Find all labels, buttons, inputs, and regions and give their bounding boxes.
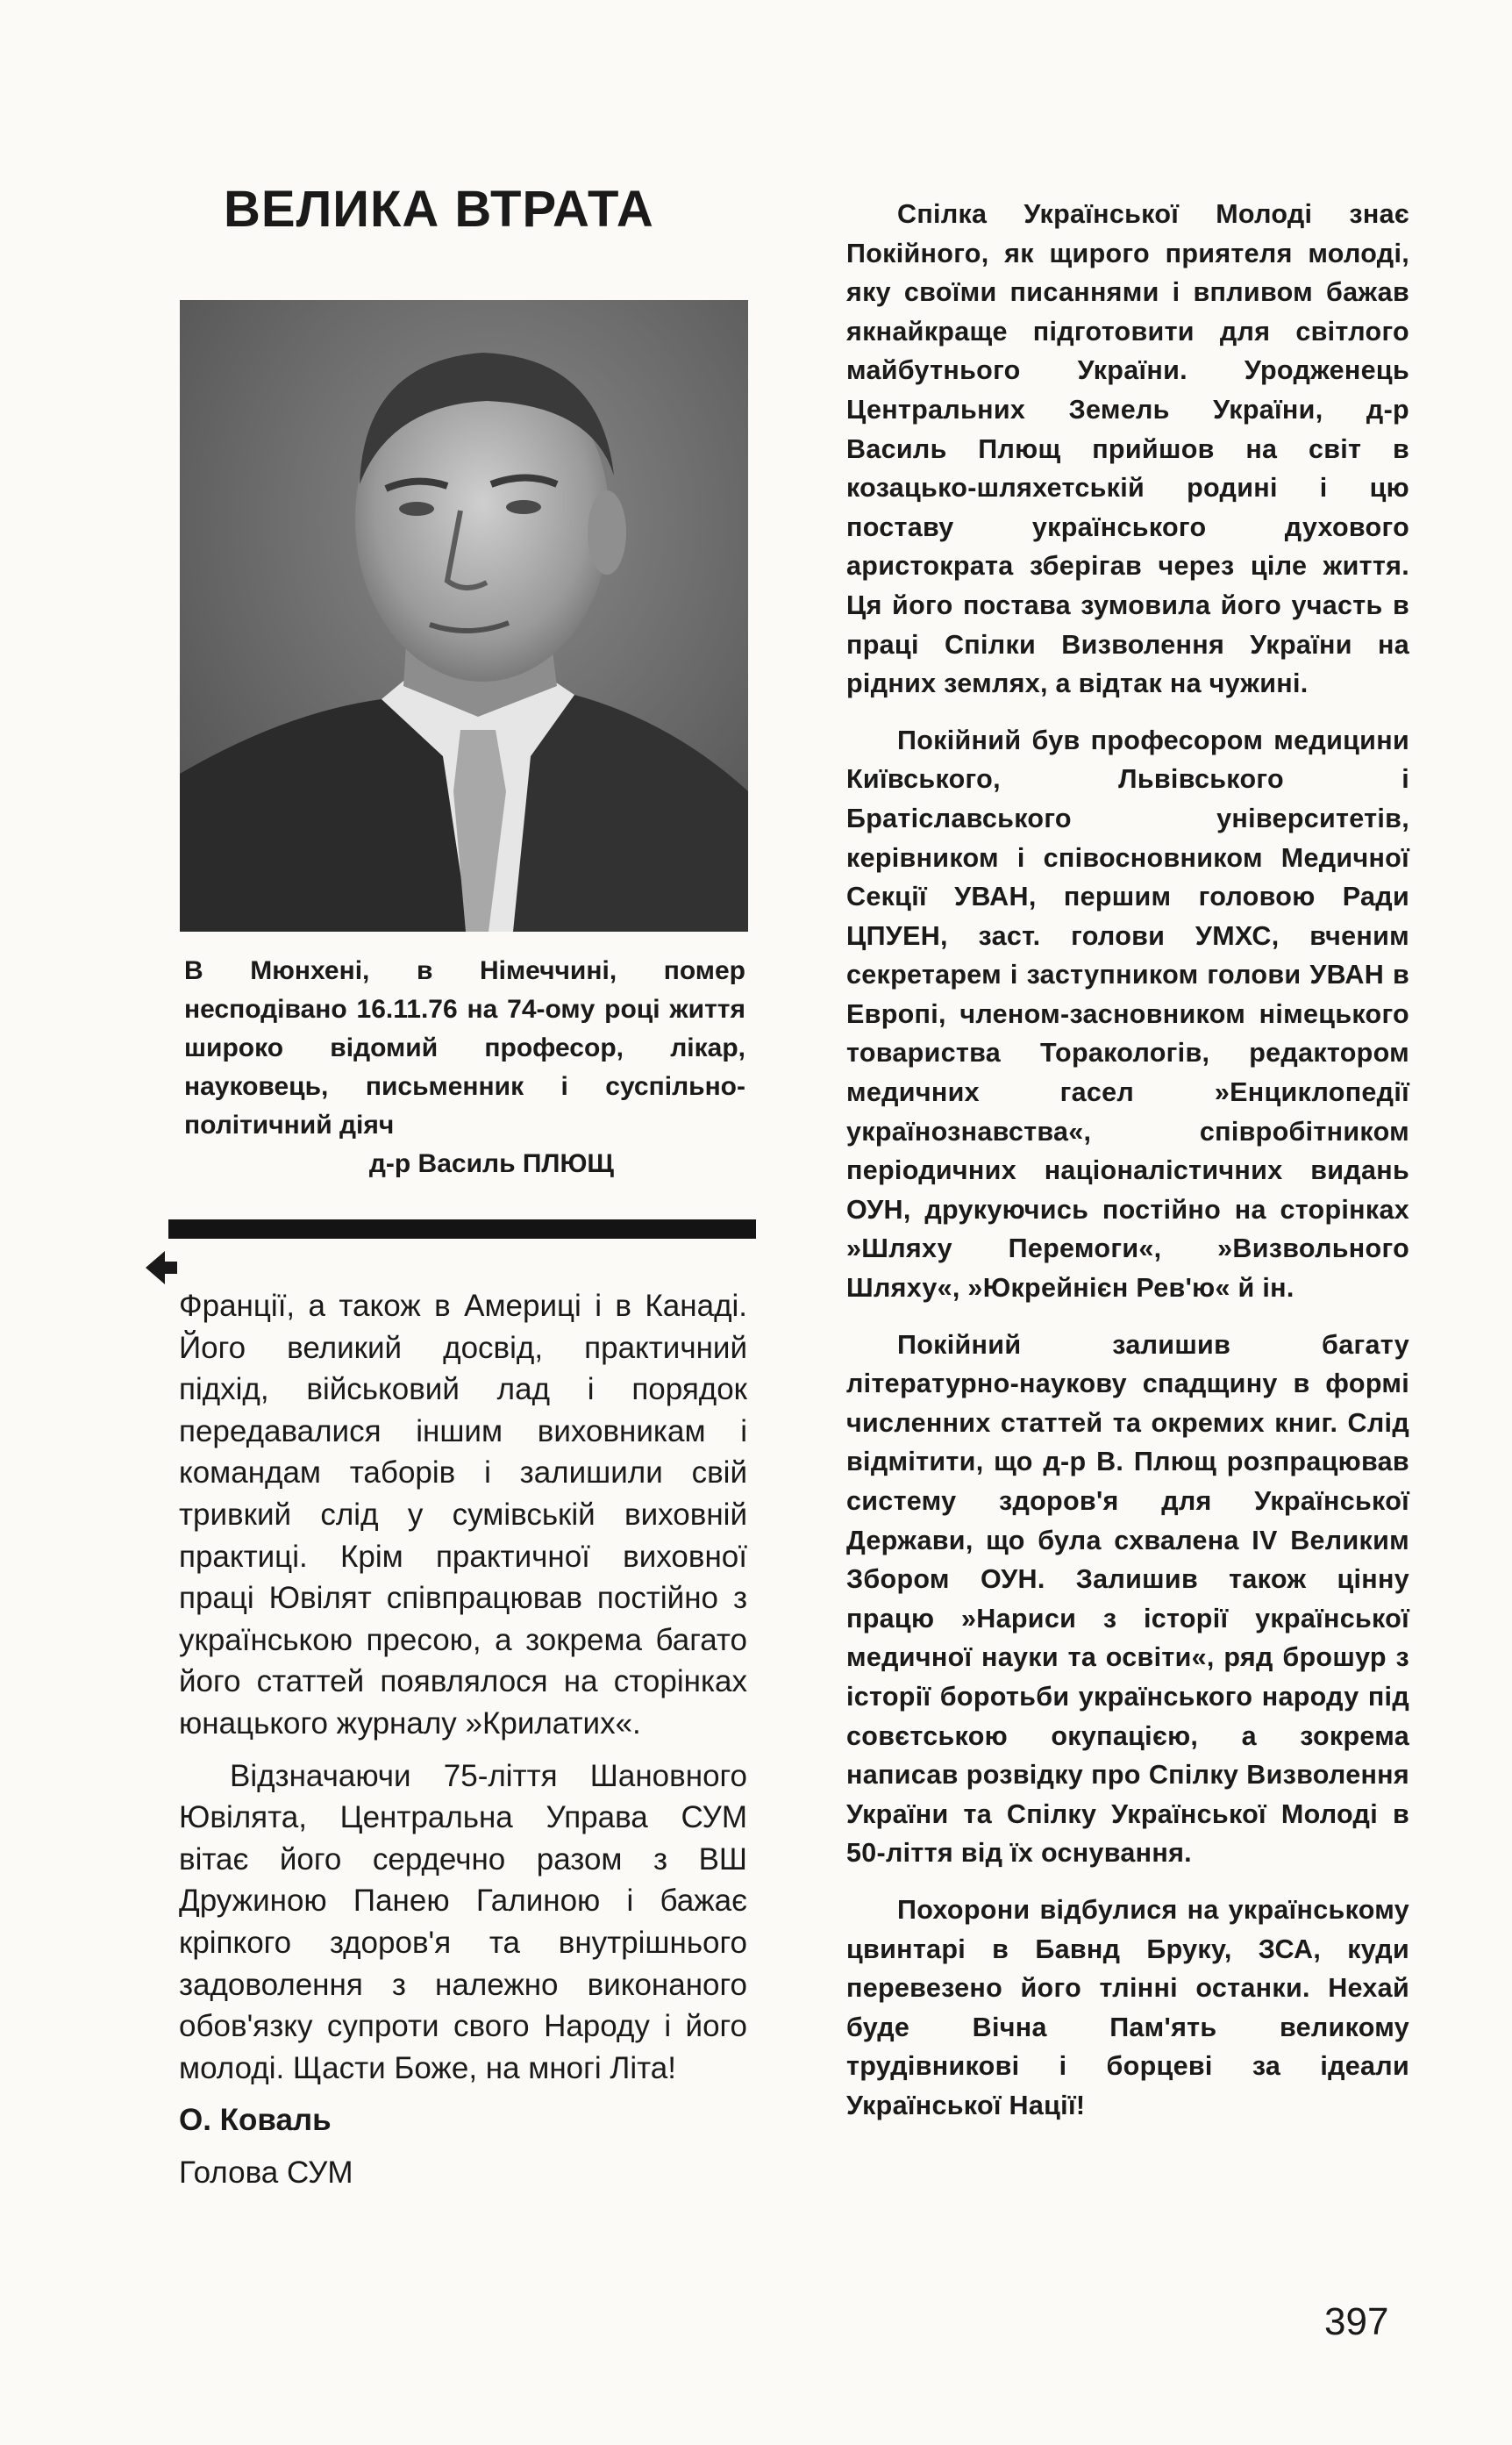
page-number: 397 <box>1324 2300 1389 2343</box>
section-divider <box>168 1219 756 1239</box>
right-column-text <box>846 195 1409 2143</box>
right-paragraph: Спілка Української Молоді знає Покійного, як щирого приятеля молоді, яку своїми писаннями і впливом бажав якнайкраще підготовити для світлого майбутнього України. Уродженець Центральних Земель України, д-р Василь Плющ прийшов на світ в козацько-шляхетській родині і цю поставу українського духового аристократа зберігав через ціле життя. Ця його постава зумовила його участь в праці Спілки Визволення України на рідних землях, а відтак на чужині. <box>846 199 1409 699</box>
left-paragraph: Відзначаючи 75-ліття Шановного Ювілята, Центральна Управа СУМ вітає його сердечно разом з ВШ Дружиною Панею Галиною і бажає кріпкого здоров'я та внутрішнього задоволення з належно виконаного обов'язку супроти свого Народу і його молоді. Щасти Боже, на многі Літа! <box>179 1758 747 2085</box>
signature-name: О. Коваль <box>179 2103 332 2138</box>
left-column-text <box>179 1285 747 2204</box>
right-paragraph: Похорони відбулися на українському цвинтарі в Бавнд Бруку, ЗСА, куди перевезено його тлінні останки. Нехай буде Вічна Пам'ять великому трудівникові і борцеві за ідеали Української Нації! <box>846 1894 1409 2120</box>
portrait-photo <box>180 300 748 932</box>
right-paragraph: Покійний залишив багату літературно-наукову спадщину в формі численних статтей та окремих книг. Слід відмітити, що д-р В. Плющ розпрацював систему здоров'я для Української Держави, що була схвалена IV Великим Збором ОУН. Залишив також цінну працю »Нариси з історії української медичної науки та освіти«, ряд брошур з історії боротьби українського народу під совєтською окупацією, а зокрема написав розвідку про Спілку Визволення України та Спілку Української Молоді в 50-ліття від їх оснування. <box>846 1329 1409 1869</box>
article-title: ВЕЛИКА ВТРАТА <box>224 181 654 238</box>
signature-role: Голова СУМ <box>179 2155 353 2190</box>
left-paragraph: Франції, а також в Америці і в Канаді. Його великий досвід, практичний підхід, військовий лад і порядок передавалися іншим виховникам і командам таборів і залишили свій тривкий слід у сумівській виховній практиці. Крім практичної виховної праці Ювілят співпрацював постійно з українською пресою, а зокрема багато його статтей появлялося на сторінках юнацького журналу »Крилатих«. <box>179 1289 747 1741</box>
portrait-image <box>180 300 748 932</box>
caption-name: д-р Василь ПЛЮЩ <box>368 1149 614 1178</box>
photo-caption <box>184 952 745 1183</box>
left-arrow-icon <box>144 1246 179 1290</box>
right-paragraph: Покійний був професором медицини Київського, Львівського і Братіславського університетів, керівником і співосновником Медичної Секції УВАН, першим головою Ради ЦПУЕН, заст. голови УМХС, вченим секретарем і заступником голови УВАН в Европі, членом-засновником німецького товариства Торакологів, редактором медичних гасел »Енциклопедії українознавства«, співробітником періодичних націоналістичних видань ОУН, друкуючись постійно на сторінках »Шляху Перемоги«, »Визвольного Шляху«, »Юкрейнієн Рев'ю« й ін. <box>846 725 1409 1304</box>
caption-text: В Мюнхені, в Німеччині, помер несподівано 16.11.76 на 74-омy році життя широко відомий професор, лікар, науковець, письменник і суспільно-політичний діяч <box>184 956 745 1140</box>
